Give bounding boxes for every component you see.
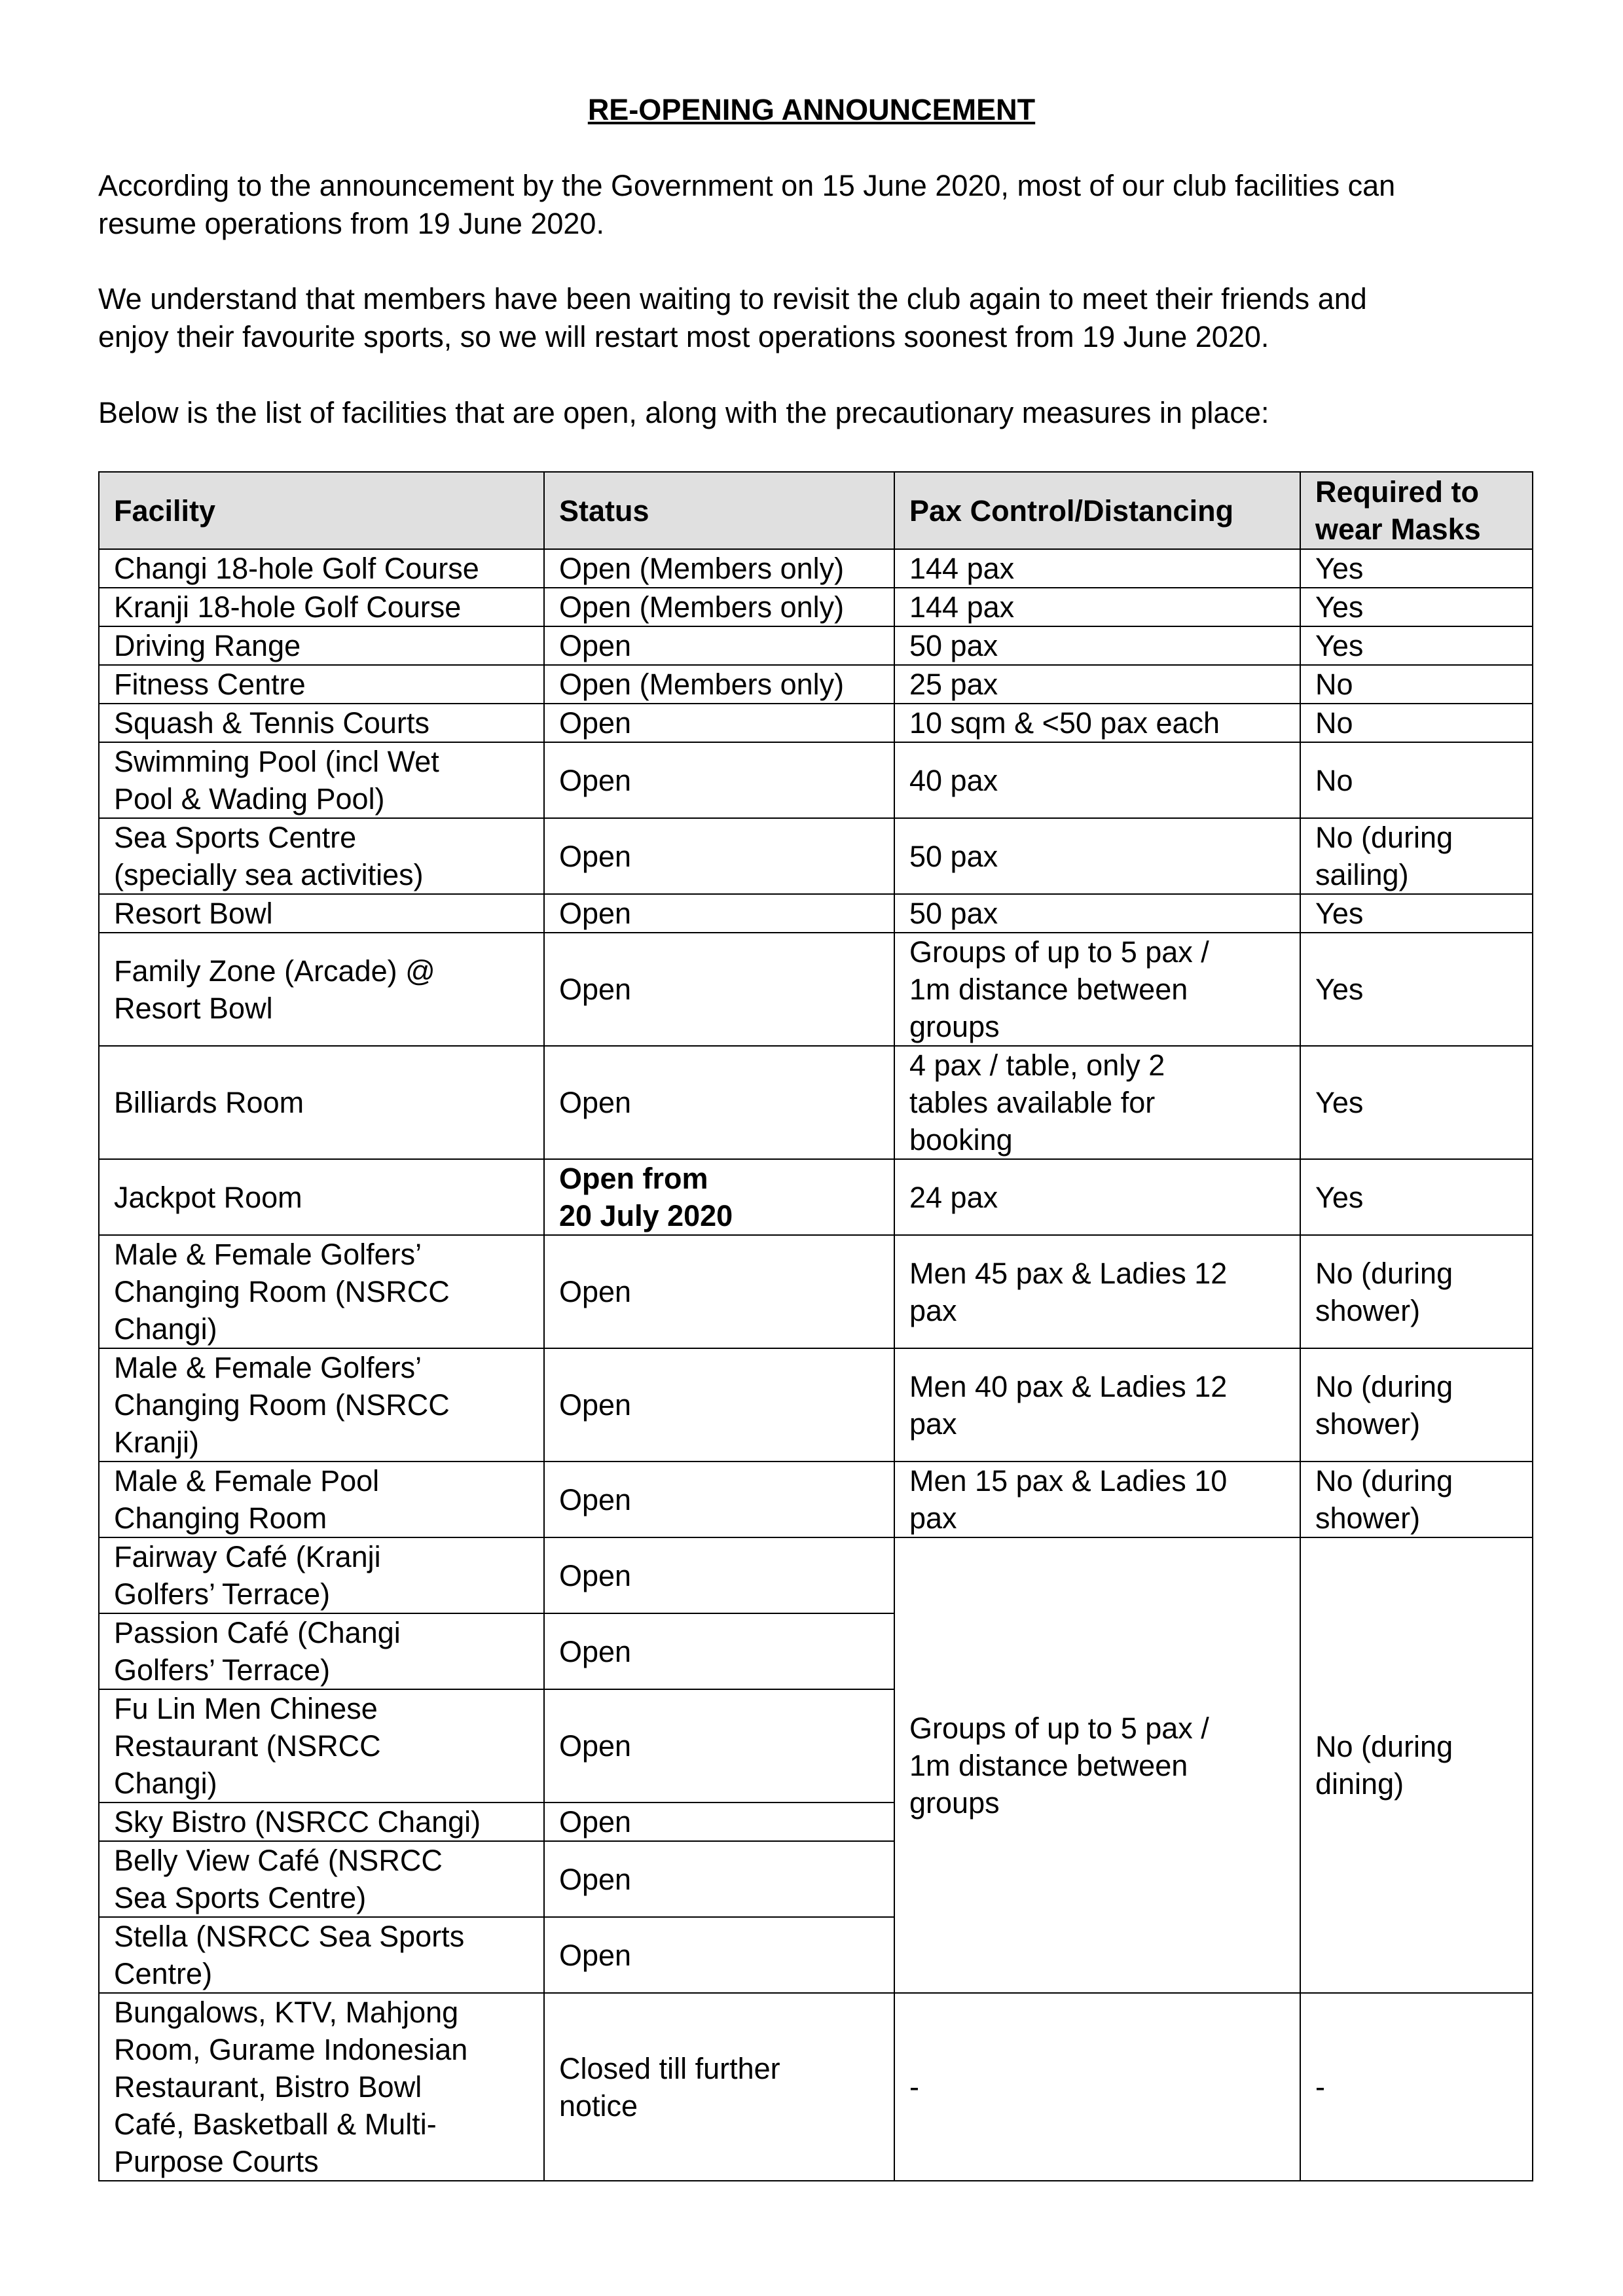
text-line: 24 pax xyxy=(909,1180,998,1214)
facility-cell xyxy=(99,1462,544,1537)
status-cell xyxy=(544,1046,894,1159)
text-line: 50 pax xyxy=(909,897,998,930)
text-line: Open xyxy=(559,706,632,740)
text-line: Yes xyxy=(1315,1086,1364,1119)
header-status: Status xyxy=(544,472,894,549)
facility-cell xyxy=(99,1235,544,1348)
text-line: Yes xyxy=(1315,552,1364,585)
status-cell xyxy=(544,626,894,665)
text-line: Yes xyxy=(1315,1180,1364,1214)
text-line: groups xyxy=(909,1010,1000,1043)
text-line: Resort Bowl xyxy=(114,991,273,1025)
pax-cell xyxy=(894,818,1300,894)
masks-cell xyxy=(1300,1993,1533,2181)
header-pax-control: Pax Control/Distancing xyxy=(894,472,1300,549)
text-line: Yes xyxy=(1315,897,1364,930)
text-line: Golfers’ Terrace) xyxy=(114,1577,331,1611)
text-line: Changi) xyxy=(114,1767,217,1800)
text-line: tables available for xyxy=(909,1086,1156,1119)
masks-cell xyxy=(1300,933,1533,1046)
text-line: Fu Lin Men Chinese xyxy=(114,1692,378,1725)
text-line: Fairway Café (Kranji xyxy=(114,1540,381,1573)
table-row xyxy=(99,818,1533,894)
text-line: 10 sqm & <50 pax each xyxy=(909,706,1220,740)
facilities-table xyxy=(98,471,1533,2181)
facility-cell xyxy=(99,1613,544,1689)
masks-cell xyxy=(1300,1348,1533,1462)
text-line: 20 July 2020 xyxy=(559,1199,733,1232)
text-line: 144 pax xyxy=(909,590,1015,624)
text-line: Purpose Courts xyxy=(114,2145,319,2178)
text-line: Open xyxy=(559,897,632,930)
header-facility: Facility xyxy=(99,472,544,549)
text-line: 144 pax xyxy=(909,552,1015,585)
status-cell xyxy=(544,818,894,894)
text-line: Yes xyxy=(1315,629,1364,662)
header-masks xyxy=(1300,472,1533,549)
text-line: Open from xyxy=(559,1162,708,1195)
text-line: Driving Range xyxy=(114,629,301,662)
text-line: Open xyxy=(559,629,632,662)
table-row xyxy=(99,1462,1533,1537)
table-row xyxy=(99,1046,1533,1159)
text-line: No xyxy=(1315,763,1353,797)
text-line: Restaurant, Bistro Bowl xyxy=(114,2070,422,2104)
text-line: Male & Female Golfers’ xyxy=(114,1351,422,1384)
facility-cell xyxy=(99,1159,544,1235)
text-line: Kranji 18-hole Golf Course xyxy=(114,590,462,624)
text-line: No xyxy=(1315,706,1353,740)
facility-cell xyxy=(99,894,544,933)
status-cell xyxy=(544,1462,894,1537)
dining-pax-cell xyxy=(894,1537,1300,1993)
text-line: Changi) xyxy=(114,1312,217,1346)
text-line: According to the announcement by the Government on 15 June 2020, most of our club facilities can xyxy=(98,169,1396,202)
status-cell xyxy=(544,1235,894,1348)
text-line: Golfers’ Terrace) xyxy=(114,1653,331,1687)
text-line: Closed till further xyxy=(559,2051,780,2085)
facility-cell xyxy=(99,1917,544,1993)
text-line: Yes xyxy=(1315,973,1364,1006)
pax-cell xyxy=(894,549,1300,588)
text-line: Centre) xyxy=(114,1957,213,1990)
list-intro-paragraph xyxy=(98,394,1539,432)
table-header-row xyxy=(99,472,1533,549)
text-line: enjoy their favourite sports, so we will restart most operations soonest from 19 June 2020. xyxy=(98,320,1269,353)
pax-cell xyxy=(894,1235,1300,1348)
facility-cell xyxy=(99,1537,544,1613)
text-line: Sea Sports Centre xyxy=(114,821,357,854)
text-line: Open xyxy=(559,1862,632,1896)
pax-cell xyxy=(894,588,1300,626)
text-line: 4 pax / table, only 2 xyxy=(909,1049,1165,1082)
text-line: No xyxy=(1315,668,1353,701)
text-line: Passion Café (Changi xyxy=(114,1616,401,1649)
text-line: Open (Members only) xyxy=(559,552,845,585)
text-line: Open xyxy=(559,973,632,1006)
text-line: Room, Gurame Indonesian xyxy=(114,2033,468,2066)
facility-cell xyxy=(99,742,544,818)
text-line: Belly View Café (NSRCC xyxy=(114,1844,443,1877)
masks-cell xyxy=(1300,1159,1533,1235)
text-line: - xyxy=(1315,2070,1325,2104)
status-cell xyxy=(544,1917,894,1993)
text-line: Required to xyxy=(1315,475,1480,509)
pax-cell xyxy=(894,1993,1300,2181)
pax-cell xyxy=(894,742,1300,818)
table-row xyxy=(99,1159,1533,1235)
text-line: Open xyxy=(559,839,632,873)
pax-cell xyxy=(894,1462,1300,1537)
text-line: 50 pax xyxy=(909,839,998,873)
facility-cell xyxy=(99,1348,544,1462)
status-cell xyxy=(544,1841,894,1917)
pax-cell xyxy=(894,894,1300,933)
text-line: Men 15 pax & Ladies 10 xyxy=(909,1464,1228,1498)
text-line: shower) xyxy=(1315,1407,1421,1441)
text-line: 40 pax xyxy=(909,763,998,797)
facility-cell xyxy=(99,1689,544,1803)
text-line: pax xyxy=(909,1407,957,1441)
text-line: Open (Members only) xyxy=(559,590,845,624)
text-line: 1m distance between xyxy=(909,1748,1188,1782)
pax-cell xyxy=(894,1348,1300,1462)
status-cell xyxy=(544,704,894,742)
facility-cell xyxy=(99,549,544,588)
facility-cell xyxy=(99,704,544,742)
text-line: No (during xyxy=(1315,1369,1453,1403)
facility-cell xyxy=(99,665,544,704)
status-cell xyxy=(544,1613,894,1689)
text-line: pax xyxy=(909,1501,957,1535)
text-line: Jackpot Room xyxy=(114,1180,302,1214)
text-line: Changi 18-hole Golf Course xyxy=(114,552,479,585)
text-line: Open xyxy=(559,1558,632,1592)
table-row xyxy=(99,1993,1533,2181)
text-line: pax xyxy=(909,1293,957,1327)
status-cell xyxy=(544,894,894,933)
pax-cell xyxy=(894,933,1300,1046)
status-cell xyxy=(544,1689,894,1803)
table-row xyxy=(99,933,1533,1046)
text-line: No (during xyxy=(1315,1256,1453,1290)
text-line: Fitness Centre xyxy=(114,668,306,701)
text-line: Café, Basketball & Multi- xyxy=(114,2108,437,2141)
text-line: Bungalows, KTV, Mahjong xyxy=(114,1996,459,2029)
text-line: wear Masks xyxy=(1315,512,1481,546)
table-body xyxy=(99,549,1533,2181)
status-cell xyxy=(544,933,894,1046)
text-line: (specially sea activities) xyxy=(114,858,424,891)
text-line: Sea Sports Centre) xyxy=(114,1881,367,1914)
facility-cell xyxy=(99,1046,544,1159)
text-line: Swimming Pool (incl Wet xyxy=(114,745,439,778)
text-line: Open xyxy=(559,1938,632,1972)
text-line: Groups of up to 5 pax / xyxy=(909,935,1209,969)
table-row xyxy=(99,626,1533,665)
status-cell xyxy=(544,1159,894,1235)
text-line: booking xyxy=(909,1123,1013,1157)
text-line: 50 pax xyxy=(909,629,998,662)
pax-cell xyxy=(894,704,1300,742)
table-row xyxy=(99,894,1533,933)
text-line: Below is the list of facilities that are open, along with the precautionary measures in place: xyxy=(98,396,1269,429)
masks-cell xyxy=(1300,1235,1533,1348)
pax-cell xyxy=(894,1046,1300,1159)
text-line: Groups of up to 5 pax / xyxy=(909,1711,1209,1745)
text-line: Changing Room (NSRCC xyxy=(114,1275,450,1308)
pax-cell xyxy=(894,1159,1300,1235)
text-line: Pool & Wading Pool) xyxy=(114,782,385,816)
status-cell xyxy=(544,665,894,704)
masks-cell xyxy=(1300,704,1533,742)
text-line: No (during xyxy=(1315,1464,1453,1498)
text-line: shower) xyxy=(1315,1293,1421,1327)
text-line: Changing Room xyxy=(114,1501,327,1535)
masks-cell xyxy=(1300,549,1533,588)
text-line: Open xyxy=(559,1805,632,1839)
text-line: Restaurant (NSRCC xyxy=(114,1729,381,1763)
status-cell xyxy=(544,588,894,626)
table-row xyxy=(99,1537,1533,1613)
text-line: notice xyxy=(559,2089,638,2123)
text-line: 1m distance between xyxy=(909,973,1188,1006)
text-line: Open xyxy=(559,1634,632,1668)
status-cell xyxy=(544,1803,894,1841)
text-line: Open (Members only) xyxy=(559,668,845,701)
table-row xyxy=(99,665,1533,704)
masks-cell xyxy=(1300,626,1533,665)
facility-cell xyxy=(99,818,544,894)
text-line: Men 40 pax & Ladies 12 xyxy=(909,1369,1228,1403)
text-line: shower) xyxy=(1315,1501,1421,1535)
status-cell xyxy=(544,742,894,818)
text-line: Billiards Room xyxy=(114,1086,304,1119)
pax-cell xyxy=(894,665,1300,704)
facility-cell xyxy=(99,588,544,626)
facility-cell xyxy=(99,1993,544,2181)
masks-cell xyxy=(1300,1462,1533,1537)
text-line: Open xyxy=(559,1275,632,1308)
facility-cell xyxy=(99,933,544,1046)
text-line: Resort Bowl xyxy=(114,897,273,930)
status-cell xyxy=(544,1348,894,1462)
status-cell xyxy=(544,549,894,588)
text-line: Open xyxy=(559,1729,632,1763)
masks-cell xyxy=(1300,1046,1533,1159)
dining-masks-cell xyxy=(1300,1537,1533,1993)
text-line: Open xyxy=(559,1388,632,1422)
text-line: Open xyxy=(559,763,632,797)
text-line: Open xyxy=(559,1482,632,1516)
table-row xyxy=(99,704,1533,742)
text-line: Male & Female Pool xyxy=(114,1464,380,1498)
facility-cell xyxy=(99,1841,544,1917)
members-paragraph xyxy=(98,280,1539,356)
document-title: RE-OPENING ANNOUNCEMENT xyxy=(587,93,1036,126)
text-line: No (during xyxy=(1315,1730,1453,1763)
table-row xyxy=(99,1348,1533,1462)
table-row xyxy=(99,742,1533,818)
text-line: Changing Room (NSRCC xyxy=(114,1388,450,1422)
text-line: Open xyxy=(559,1086,632,1119)
masks-cell xyxy=(1300,742,1533,818)
text-line: Kranji) xyxy=(114,1426,200,1459)
table-row xyxy=(99,1235,1533,1348)
text-line: Squash & Tennis Courts xyxy=(114,706,429,740)
status-cell xyxy=(544,1537,894,1613)
facility-cell xyxy=(99,626,544,665)
text-line: resume operations from 19 June 2020. xyxy=(98,207,604,240)
text-line: Family Zone (Arcade) @ xyxy=(114,954,435,988)
masks-cell xyxy=(1300,588,1533,626)
text-line: sailing) xyxy=(1315,858,1409,891)
pax-cell xyxy=(894,626,1300,665)
masks-cell xyxy=(1300,818,1533,894)
status-cell xyxy=(544,1993,894,2181)
facility-cell xyxy=(99,1803,544,1841)
masks-cell xyxy=(1300,665,1533,704)
text-line: We understand that members have been waiting to revisit the club again to meet their friends and xyxy=(98,282,1367,315)
text-line: 25 pax xyxy=(909,668,998,701)
text-line: - xyxy=(909,2070,919,2104)
intro-paragraph xyxy=(98,167,1539,243)
masks-cell xyxy=(1300,894,1533,933)
text-line: dining) xyxy=(1315,1767,1404,1801)
table-row xyxy=(99,549,1533,588)
text-line: Stella (NSRCC Sea Sports xyxy=(114,1920,465,1953)
text-line: Male & Female Golfers’ xyxy=(114,1238,422,1271)
table-row xyxy=(99,588,1533,626)
text-line: No (during xyxy=(1315,821,1453,854)
text-line: Yes xyxy=(1315,590,1364,624)
text-line: Men 45 pax & Ladies 12 xyxy=(909,1256,1228,1290)
text-line: groups xyxy=(909,1785,1000,1820)
text-line: Sky Bistro (NSRCC Changi) xyxy=(114,1805,481,1839)
